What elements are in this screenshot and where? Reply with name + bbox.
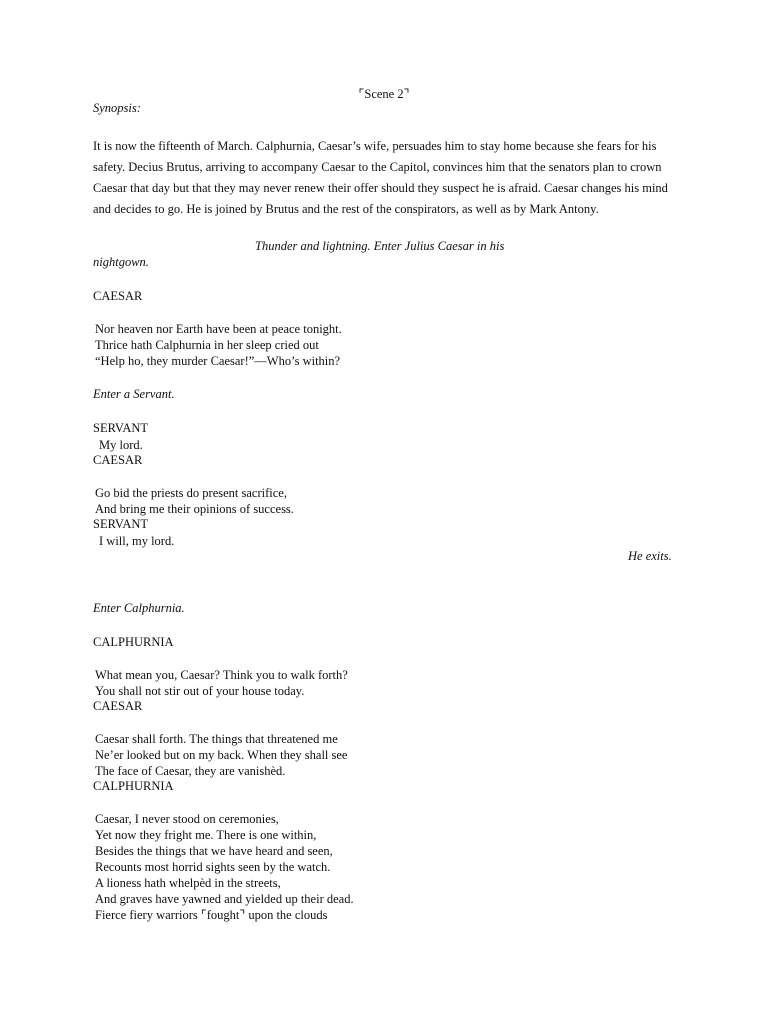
- speaker-caesar: CAESAR: [93, 453, 143, 467]
- speech-line: My lord.: [99, 438, 143, 452]
- speech-line: And graves have yawned and yielded up their dead.: [95, 892, 354, 906]
- speech-line: Yet now they fright me. There is one within,: [95, 828, 317, 842]
- speech-line: Besides the things that we have heard and seen,: [95, 844, 333, 858]
- scene-title: ⌜Scene 2⌝: [358, 87, 410, 101]
- speech-line: Caesar, I never stood on ceremonies,: [95, 812, 279, 826]
- speaker-caesar: CAESAR: [93, 289, 143, 303]
- speaker-servant: SERVANT: [93, 421, 149, 435]
- speech-line: Go bid the priests do present sacrifice,: [95, 486, 287, 500]
- speech-line: Thrice hath Calphurnia in her sleep cried out: [95, 338, 319, 352]
- speech-line: You shall not stir out of your house today.: [95, 684, 305, 698]
- speaker-caesar: CAESAR: [93, 699, 143, 713]
- speech-line: I will, my lord.: [99, 534, 175, 548]
- speaker-servant: SERVANT: [93, 517, 149, 531]
- stage-direction-enter-servant: Enter a Servant.: [93, 387, 175, 401]
- speech-line: Nor heaven nor Earth have been at peace tonight.: [95, 322, 342, 336]
- stage-direction-exit: He exits.: [628, 549, 672, 563]
- synopsis-paragraph: It is now the fifteenth of March. Calphurnia, Caesar’s wife, persuades him to stay home because she fears for his safety. Decius Brutus, arriving to accompany Caesar to the Capitol, convinces him that the senators plan to crown Caesar that day but that they may never renew their offer should they suspect he is afraid. Caesar changes his mind and decides to go. He is joined by Brutus and the rest of the conspirators, as well as by Mark Antony.: [93, 139, 668, 216]
- stage-direction-thunder: Thunder and lightning. Enter Julius Caesar in his: [255, 239, 505, 253]
- stage-direction-thunder-cont: nightgown.: [93, 255, 149, 269]
- synopsis-label: Synopsis:: [93, 101, 141, 115]
- speech-line: Ne’er looked but on my back. When they shall see: [95, 748, 348, 762]
- speaker-calphurnia: CALPHURNIA: [93, 779, 174, 793]
- stage-direction-enter-calphurnia: Enter Calphurnia.: [93, 601, 185, 615]
- speech-line: Recounts most horrid sights seen by the watch.: [95, 860, 331, 874]
- speech-line: “Help ho, they murder Caesar!”—Who’s within?: [95, 354, 341, 368]
- speech-line: Caesar shall forth. The things that threatened me: [95, 732, 338, 746]
- speech-line: The face of Caesar, they are vanishèd.: [95, 764, 286, 778]
- speaker-calphurnia: CALPHURNIA: [93, 635, 174, 649]
- speech-line: Fierce fiery warriors ⌜fought⌝ upon the clouds: [95, 908, 328, 922]
- speech-line: And bring me their opinions of success.: [95, 502, 294, 516]
- speech-line: What mean you, Caesar? Think you to walk forth?: [95, 668, 348, 682]
- speech-line: A lioness hath whelpèd in the streets,: [95, 876, 281, 890]
